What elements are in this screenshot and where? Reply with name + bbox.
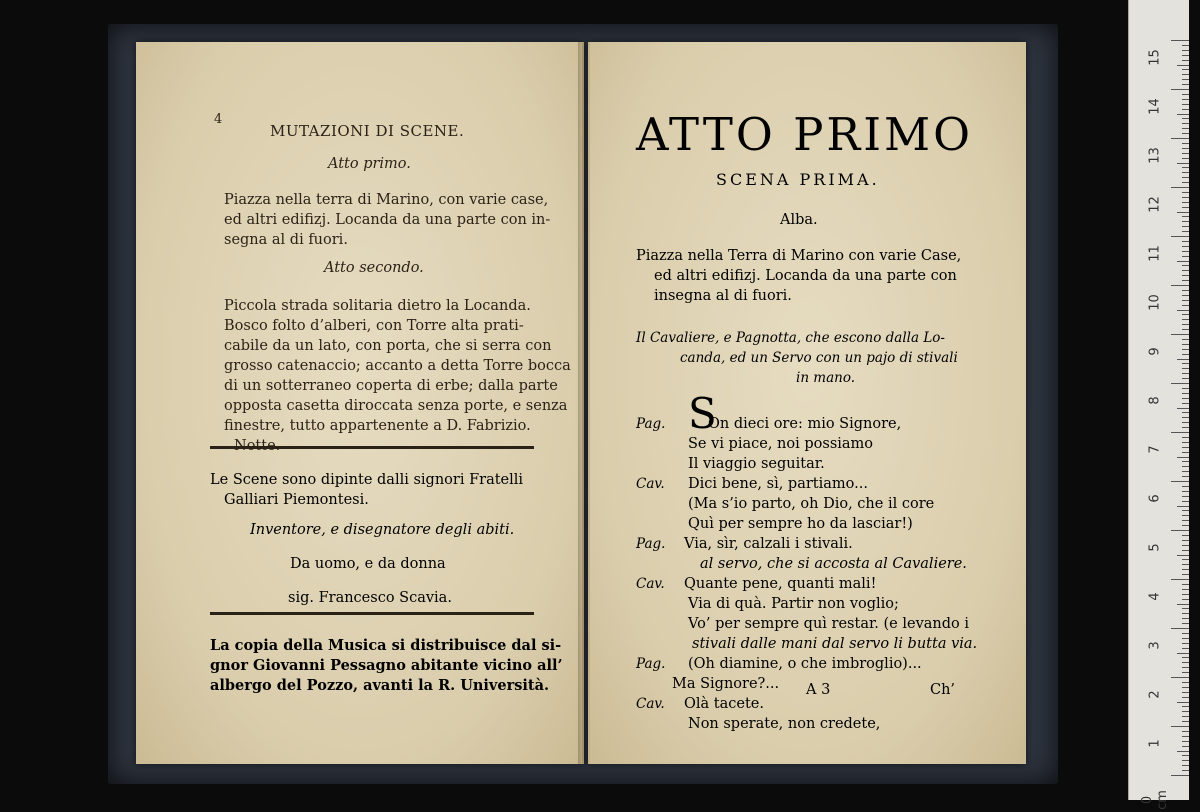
ruler-tick (1182, 55, 1189, 56)
ruler-tick (1171, 677, 1189, 678)
speaker-label: Pag. (636, 416, 666, 432)
dialogue-text: Ma Signore?... (672, 676, 780, 692)
ruler-tick (1182, 550, 1189, 551)
ruler-tick (1182, 452, 1189, 453)
ruler-tick (1182, 319, 1189, 320)
ruler-tick (1177, 506, 1189, 507)
ruler-tick (1182, 471, 1189, 472)
ruler-tick (1182, 270, 1189, 271)
ruler-tick (1182, 594, 1189, 595)
ruler-tick (1171, 285, 1189, 286)
ruler-tick (1177, 555, 1189, 556)
ruler-tick (1182, 354, 1189, 355)
dialogue-line (636, 474, 977, 494)
dialogue-line (636, 414, 977, 434)
ruler-tick (1182, 682, 1189, 683)
ruler-tick (1182, 329, 1189, 330)
text-line: ed altri edifizj. Locanda da una parte con in- (224, 212, 551, 228)
ruler-tick (1171, 579, 1189, 580)
drop-cap: S (688, 389, 717, 438)
speaker-label: Pag. (636, 536, 666, 552)
ruler-tick (1182, 442, 1189, 443)
ruler-number: 4 (1147, 592, 1163, 601)
ruler-tick (1177, 751, 1189, 752)
act2-heading: Atto secondo. (324, 260, 424, 276)
ruler-tick (1182, 388, 1189, 389)
dialogue-line (636, 554, 977, 574)
ruler-tick (1182, 741, 1189, 742)
ruler-tick (1182, 461, 1189, 462)
ruler-number: 2 (1147, 690, 1163, 699)
ruler-tick (1182, 422, 1189, 423)
ruler-tick (1182, 207, 1189, 208)
ruler-tick (1171, 481, 1189, 482)
ruler-tick (1171, 726, 1189, 727)
ruler-tick (1182, 305, 1189, 306)
ruler-number: 1 (1147, 739, 1163, 748)
ruler-tick (1177, 65, 1189, 66)
ruler-number: 3 (1147, 641, 1163, 650)
text-line: La copia della Musica si distribuisce dal si- (210, 637, 562, 654)
ruler-tick (1182, 167, 1189, 168)
ruler-number: 5 (1147, 543, 1163, 552)
ruler-tick (1182, 197, 1189, 198)
text-line: Galliari Piemontesi. (224, 492, 369, 508)
text-line: Piazza nella terra di Marino, con varie case, (224, 192, 549, 208)
ruler-tick (1182, 290, 1189, 291)
ruler-tick (1182, 231, 1189, 232)
ruler-tick (1182, 697, 1189, 698)
dialogue-line (636, 594, 977, 614)
dialogue-line (636, 494, 977, 514)
text-line: segna al di fuori. (224, 232, 348, 248)
ruler-tick (1182, 672, 1189, 673)
ruler-number: 7 (1147, 445, 1163, 454)
dialogue-text: al servo, che si accosta al Cavaliere. (700, 556, 967, 572)
scene-title: SCENA PRIMA. (716, 170, 880, 189)
ruler-tick (1182, 706, 1189, 707)
text-line: Piccola strada solitaria dietro la Locanda. (224, 298, 531, 314)
ruler-tick (1182, 466, 1189, 467)
ruler-tick (1171, 138, 1189, 139)
ruler-tick (1182, 158, 1189, 159)
ruler-tick (1182, 172, 1189, 173)
ruler-tick (1171, 383, 1189, 384)
ruler-number: 8 (1147, 396, 1163, 405)
ruler-tick (1177, 457, 1189, 458)
ruler-tick (1182, 599, 1189, 600)
page-number: 4 (214, 112, 223, 127)
ruler-tick (1182, 50, 1189, 51)
text-line: gnor Giovanni Pessagno abitante vicino all’ (210, 657, 563, 674)
ruler-tick (1182, 623, 1189, 624)
ruler-tick (1182, 746, 1189, 747)
ruler-number: 0 cm (1140, 790, 1170, 810)
ruler-tick (1182, 324, 1189, 325)
ruler-tick (1182, 564, 1189, 565)
stage-direction (636, 328, 958, 388)
dialogue-line (636, 534, 977, 554)
speaker-label: Pag. (636, 656, 666, 672)
ruler-tick (1182, 496, 1189, 497)
ruler-tick (1171, 187, 1189, 188)
costume-type: Da uomo, e da donna (290, 556, 446, 572)
ruler-tick (1182, 613, 1189, 614)
ruler-tick (1177, 604, 1189, 605)
ruler-tick (1182, 520, 1189, 521)
ruler-tick (1177, 212, 1189, 213)
ruler-tick (1182, 74, 1189, 75)
ruler-tick (1182, 662, 1189, 663)
ruler-tick (1182, 378, 1189, 379)
ruler-tick (1182, 476, 1189, 477)
ruler-tick (1182, 300, 1189, 301)
text-line: insegna al di fuori. (654, 288, 792, 304)
speaker-label: Cav. (636, 576, 665, 592)
dialogue-line (636, 574, 977, 594)
ruler-tick (1182, 437, 1189, 438)
ruler-tick (1182, 657, 1189, 658)
ruler-tick (1171, 628, 1189, 629)
ruler-tick (1182, 716, 1189, 717)
credits (210, 470, 523, 510)
text-line: ed altri edifizj. Locanda da una parte con (654, 268, 957, 284)
ruler-tick (1182, 104, 1189, 105)
ruler-tick (1182, 60, 1189, 61)
ruler-tick (1177, 359, 1189, 360)
ruler-tick (1182, 295, 1189, 296)
ruler-tick (1182, 118, 1189, 119)
dialogue-line (636, 434, 977, 454)
ruler-number: 10 (1147, 294, 1163, 311)
ruler-number: 12 (1147, 196, 1163, 213)
text-line: finestre, tutto appartenente a D. Fabrizio. (224, 418, 531, 434)
dialogue-line (636, 634, 977, 654)
ruler-tick (1171, 236, 1189, 237)
ruler-tick (1171, 432, 1189, 433)
ruler-tick (1182, 339, 1189, 340)
dialogue-text: On dieci ore: mio Signore, (708, 416, 902, 432)
ruler-tick (1182, 559, 1189, 560)
dialogue-line (636, 714, 977, 734)
ruler-tick (1182, 736, 1189, 737)
ruler-tick (1177, 114, 1189, 115)
ruler-tick (1177, 702, 1189, 703)
scene-time: Alba. (780, 212, 818, 228)
speaker-label: Cav. (636, 696, 665, 712)
ruler-tick (1182, 540, 1189, 541)
ruler-tick (1182, 216, 1189, 217)
ruler-tick (1182, 84, 1189, 85)
ruler-tick (1182, 417, 1189, 418)
dialogue-line (636, 654, 977, 674)
dialogue-line (636, 514, 977, 534)
ruler-tick (1182, 525, 1189, 526)
ruler-number: 6 (1147, 494, 1163, 503)
text-line: opposta casetta diroccata senza porte, e senza (224, 398, 568, 414)
ruler-tick (1171, 89, 1189, 90)
act1-description (224, 190, 550, 250)
dialogue-text: (Ma s’io parto, oh Dio, che il core (688, 496, 935, 512)
ruler-tick (1182, 638, 1189, 639)
dialogue-text: Vo’ per sempre quì restar. (e levando i (688, 616, 970, 632)
act-title: ATTO PRIMO (636, 108, 974, 161)
ruler-tick (1171, 775, 1189, 776)
dialogue-text: Quì per sempre ho da lasciar!) (688, 516, 913, 532)
ruler-tick (1182, 589, 1189, 590)
ruler-tick (1182, 99, 1189, 100)
ruler-tick (1182, 69, 1189, 70)
dialogue-line (636, 454, 977, 474)
divider-rule (210, 446, 534, 449)
dialogue-text: Via, sìr, calzali i stivali. (684, 536, 853, 552)
ruler-tick (1182, 491, 1189, 492)
ruler-tick (1177, 163, 1189, 164)
ruler-tick (1182, 643, 1189, 644)
ruler-tick (1182, 427, 1189, 428)
scene-setting (636, 246, 961, 306)
speaker-label: Cav. (636, 476, 665, 492)
signature-mark: A 3 (806, 682, 831, 698)
ruler-tick (1182, 486, 1189, 487)
text-line: grosso catenaccio; accanto a detta Torre bocca (224, 358, 571, 374)
ruler-tick (1182, 510, 1189, 511)
text-line: Il Cavaliere, e Pagnotta, che escono dalla Lo- (636, 330, 945, 346)
ruler-tick (1177, 653, 1189, 654)
ruler-number: 9 (1147, 347, 1163, 356)
dialogue-text: stivali dalle mani dal servo li butta via. (692, 636, 978, 652)
ruler-tick (1177, 310, 1189, 311)
ruler-tick (1182, 368, 1189, 369)
text-line: Bosco folto d’alberi, con Torre alta prati- (224, 318, 524, 334)
ruler-tick (1182, 755, 1189, 756)
ruler-number: 15 (1147, 49, 1163, 66)
ruler-tick (1182, 398, 1189, 399)
act2-description (224, 296, 571, 456)
ruler-tick (1182, 501, 1189, 502)
ruler-tick (1182, 765, 1189, 766)
dialogue-text: (Oh diamine, o che imbroglio)... (688, 656, 922, 672)
ruler-number: 13 (1147, 147, 1163, 164)
text-line: in mano. (796, 370, 856, 386)
ruler-tick (1182, 256, 1189, 257)
ruler-tick (1177, 408, 1189, 409)
ruler-tick (1182, 608, 1189, 609)
ruler-tick (1171, 40, 1189, 41)
ruler-tick (1182, 128, 1189, 129)
ruler-tick (1182, 618, 1189, 619)
ruler-tick (1182, 687, 1189, 688)
catchword: Ch’ (930, 682, 956, 698)
text-line: Piazza nella Terra di Marino con varie Case, (636, 248, 962, 264)
dialogue-text: Via di quà. Partir non voglio; (688, 596, 899, 612)
ruler-tick (1182, 545, 1189, 546)
ruler-tick (1182, 711, 1189, 712)
dialogue-text: Il viaggio seguitar. (688, 456, 825, 472)
ruler-tick (1182, 123, 1189, 124)
ruler-tick (1171, 334, 1189, 335)
ruler-tick (1182, 667, 1189, 668)
designer-name: sig. Francesco Scavia. (288, 590, 452, 606)
ruler-tick (1182, 182, 1189, 183)
dialogue-text: Dici bene, sì, partiamo... (688, 476, 868, 492)
ruler-tick (1182, 246, 1189, 247)
ruler-tick (1182, 349, 1189, 350)
dialogue-text: Olà tacete. (684, 696, 764, 712)
ruler-tick (1182, 412, 1189, 413)
text-line: Le Scene sono dipinte dalli signori Fratelli (210, 472, 524, 488)
ruler-tick (1182, 202, 1189, 203)
ruler-tick (1182, 221, 1189, 222)
ruler-tick (1182, 535, 1189, 536)
ruler-tick (1182, 344, 1189, 345)
ruler-tick (1182, 731, 1189, 732)
ruler-tick (1182, 633, 1189, 634)
ruler-tick (1182, 447, 1189, 448)
ruler-tick (1182, 648, 1189, 649)
text-line: cabile da un lato, con porta, che si serra con (224, 338, 552, 354)
ruler-tick (1182, 79, 1189, 80)
ruler-tick (1182, 45, 1189, 46)
ruler-tick (1182, 265, 1189, 266)
divider-rule (210, 612, 534, 615)
measurement-ruler (1128, 0, 1189, 810)
act1-heading: Atto primo. (328, 156, 411, 172)
ruler-tick (1182, 241, 1189, 242)
dialogue-line (636, 614, 977, 634)
ruler-tick (1182, 148, 1189, 149)
text-line: albergo del Pozzo, avanti la R. Università. (210, 677, 550, 694)
ruler-tick (1171, 530, 1189, 531)
ruler-tick (1182, 275, 1189, 276)
dialogue-text: Non sperate, non credete, (688, 716, 881, 732)
ruler-number: 11 (1147, 245, 1163, 262)
text-line: di un sotterraneo coperta di erbe; dalla parte (224, 378, 558, 394)
ruler-number: 14 (1147, 98, 1163, 115)
ruler-tick (1182, 584, 1189, 585)
ruler-tick (1182, 403, 1189, 404)
ruler-tick (1182, 109, 1189, 110)
ruler-tick (1182, 153, 1189, 154)
dialogue-text: Quante pene, quanti mali! (684, 576, 877, 592)
ruler-tick (1182, 314, 1189, 315)
ruler-tick (1177, 261, 1189, 262)
ruler-tick (1182, 177, 1189, 178)
text-line: canda, ed un Servo con un pajo di stivali (680, 350, 958, 366)
costume-designer-label: Inventore, e disegnatore degli abiti. (250, 522, 515, 538)
ruler-tick (1182, 393, 1189, 394)
ruler-tick (1182, 94, 1189, 95)
ruler-tick (1182, 574, 1189, 575)
ruler-tick (1182, 280, 1189, 281)
page-title: MUTAZIONI DI SCENE. (270, 122, 465, 140)
ruler-tick (1182, 770, 1189, 771)
ruler-tick (1182, 133, 1189, 134)
dialogue-text: Se vi piace, noi possiamo (688, 436, 874, 452)
ruler-tick (1182, 192, 1189, 193)
ruler-tick (1182, 143, 1189, 144)
ruler-tick (1182, 721, 1189, 722)
ruler-tick (1182, 363, 1189, 364)
music-copy-notice (210, 636, 563, 696)
ruler-tick (1182, 760, 1189, 761)
ruler-tick (1182, 569, 1189, 570)
ruler-tick (1182, 515, 1189, 516)
ruler-tick (1182, 226, 1189, 227)
ruler-tick (1182, 373, 1189, 374)
ruler-tick (1182, 692, 1189, 693)
ruler-tick (1182, 251, 1189, 252)
